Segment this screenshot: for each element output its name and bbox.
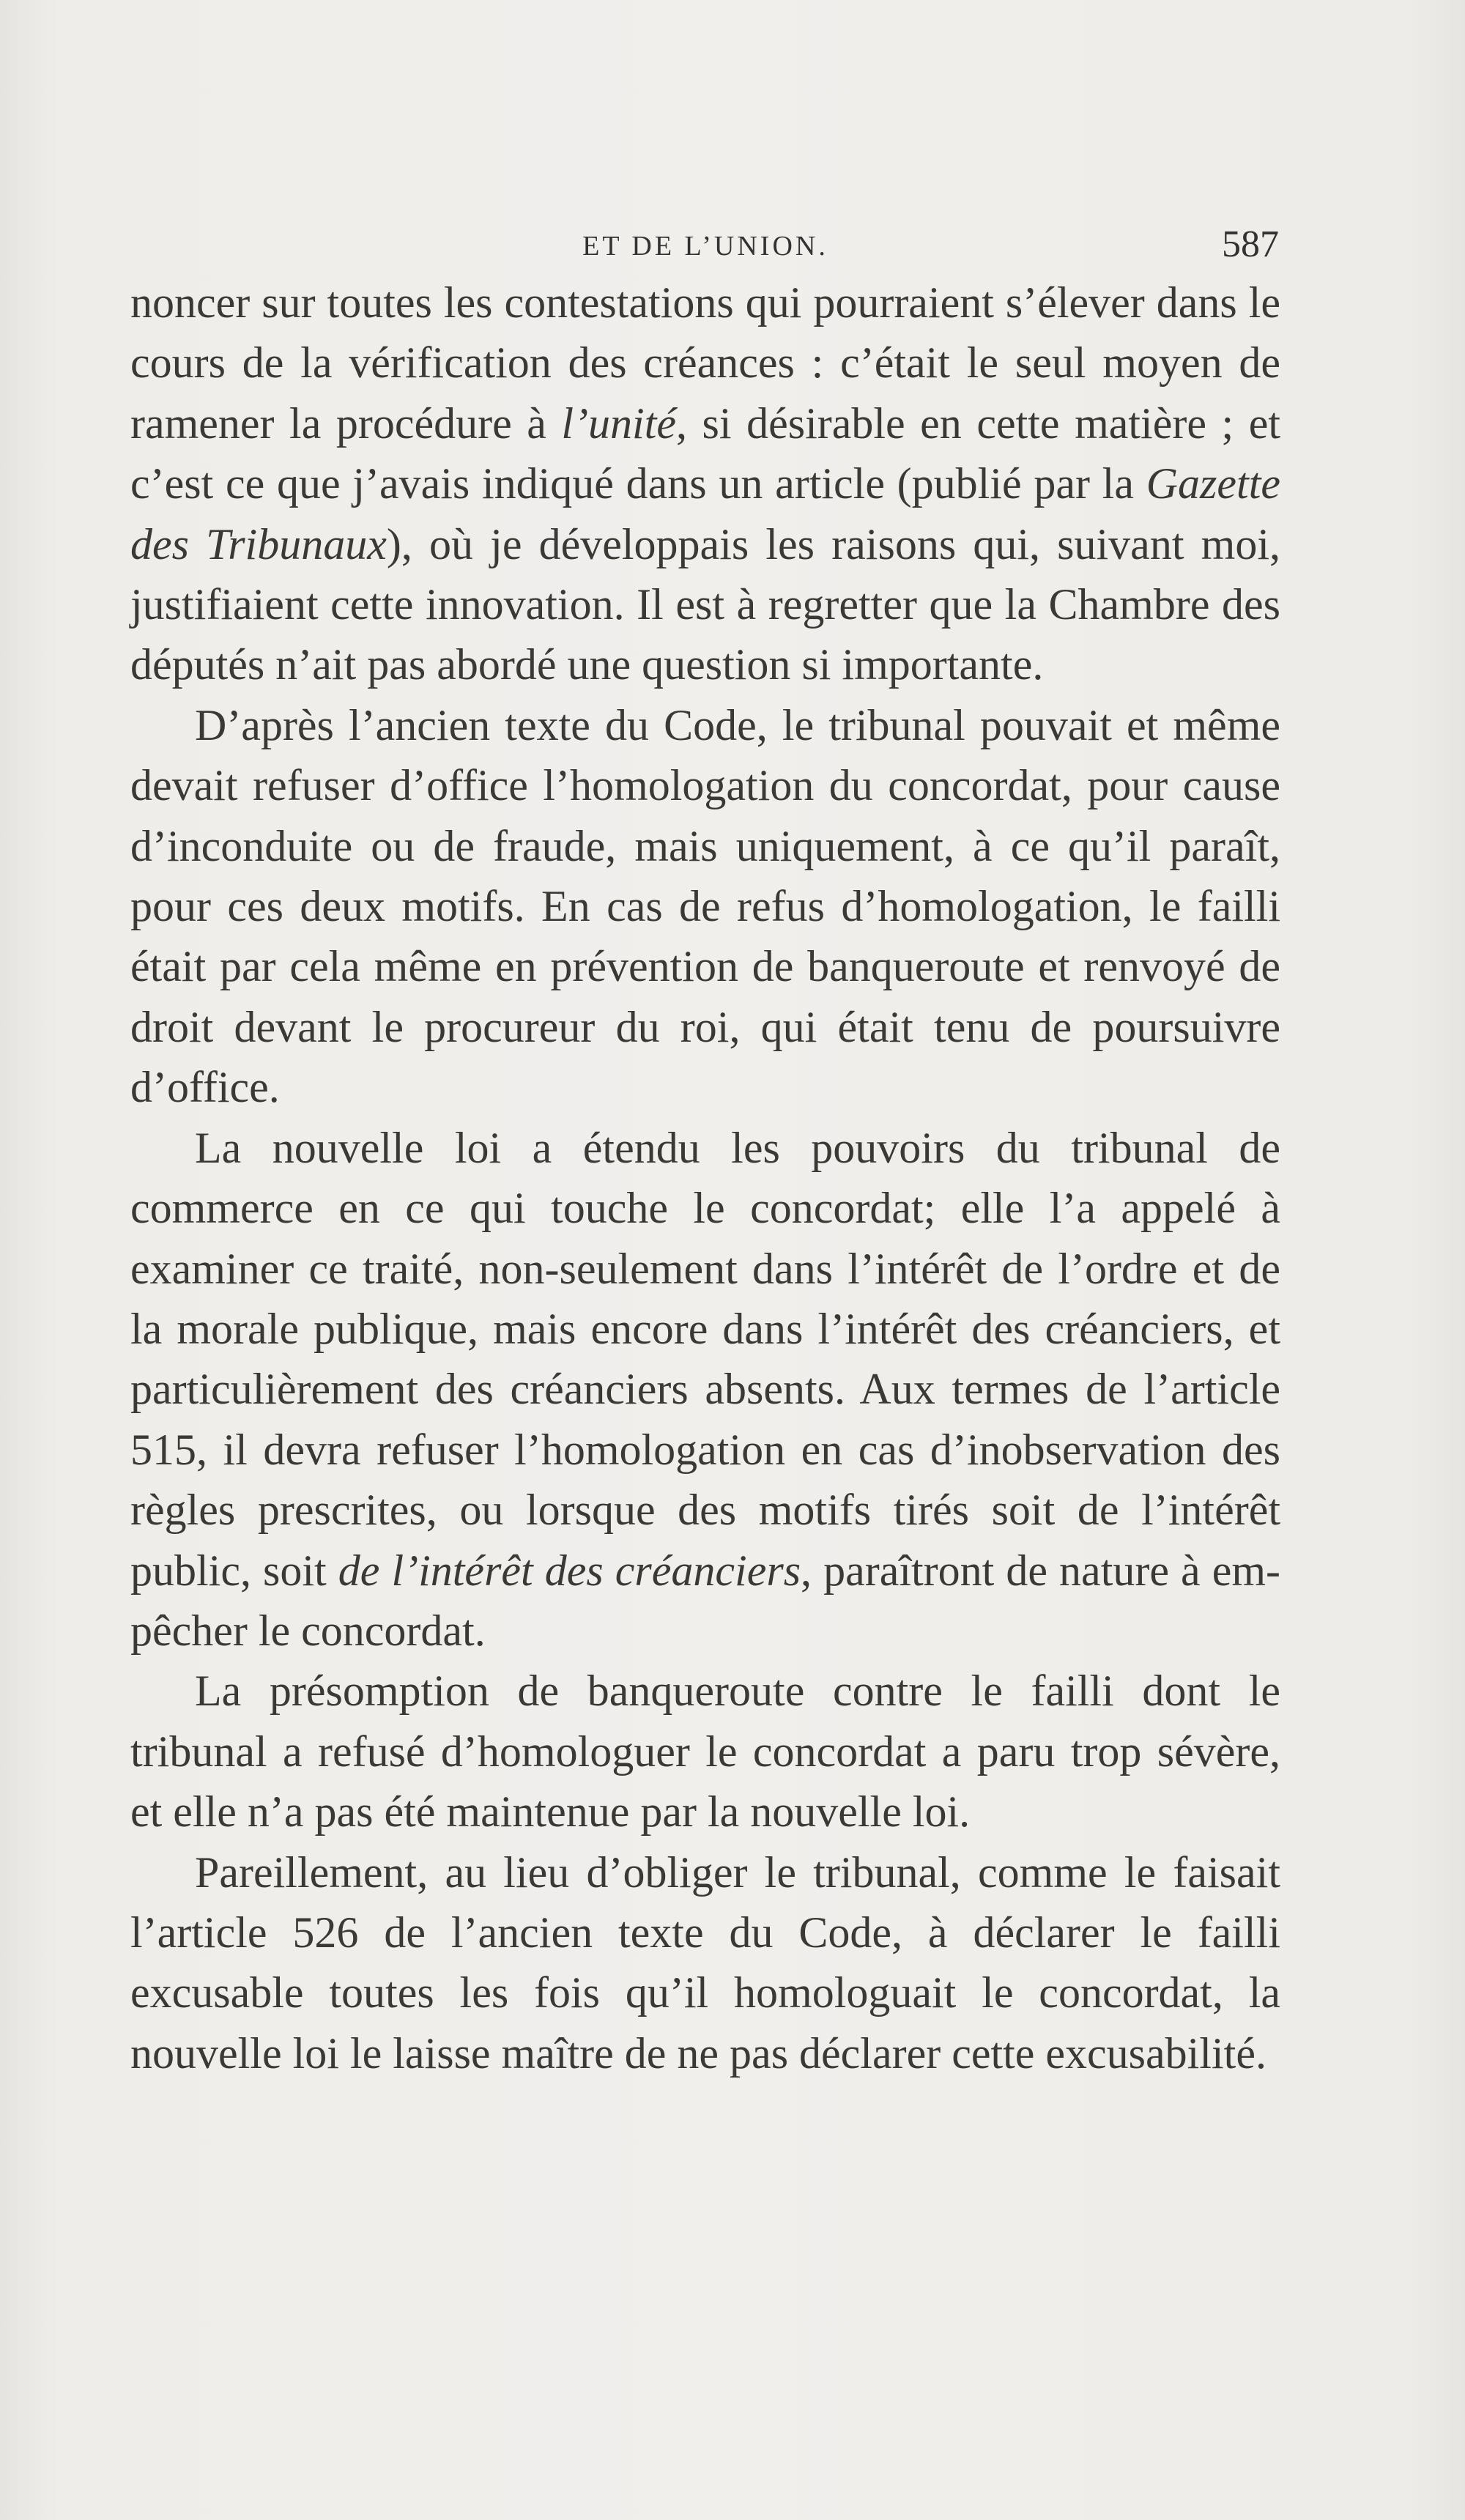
italic-phrase: de l’intérêt des créanciers: [338, 1546, 801, 1595]
paragraph-2: D’après l’ancien texte du Code, le tribunal pouvait et même devait refuser d’office l’homologation du concordat, pour cause d’inconduite ou de fraude, mais uniquement, à ce qu’il paraît, pour ces deux motifs. En cas de refus d’homologation, le failli était par cela même en prévention de banqueroute et renvoyé de droit devant le procureur du roi, qui était tenu de poursuivre d’office.: [130, 700, 1280, 1112]
paragraph-4: La présomption de banqueroute contre le failli dont le tribunal a refusé d’homologuer le concordat a paru trop sévère, et elle n’a pas été maintenue par la nouvelle loi.: [130, 1667, 1280, 1837]
italic-term: l’unité: [561, 399, 677, 448]
header-title: ET DE L’UNION.: [582, 231, 828, 262]
italic-publication-title: Gazette des Tribunaux: [130, 459, 1280, 568]
page-number: 587: [1222, 223, 1279, 265]
text-run: ), où je développais les raisons qui, suivant moi, justifiaient cette innovation. Il est à regretter que la Chambre des députés n’ait pas abordé une question si importante.: [130, 519, 1280, 689]
running-header: [130, 221, 1280, 265]
paragraph-3: [130, 1118, 1280, 1661]
paragraph-1: [130, 273, 1280, 695]
paragraph-5: Pareillement, au lieu d’obliger le tribunal, comme le faisait l’article 526 de l’ancien texte du Code, à déclarer le failli excusable toutes les fois qu’il homologuait le concordat, la nouvelle loi le laisse maître de ne pas déclarer cette excusabilité.: [130, 1848, 1280, 2078]
body-text: [130, 273, 1280, 2083]
text-run: La nouvelle loi a étendu les pouvoirs du tribunal de commerce en ce qui touche le concordat; elle l’a appelé à examiner ce traité, non-seulement dans l’intérêt de l’ordre et de la morale publique, mais encore dans l’intérêt des créanciers, et particulièrement des créanciers absents. Aux termes de l’article 515, il devra refuser l’homologation en cas d’inobservation des règles prescrites, ou lorsque des motifs tirés soit de l’intérêt public, soit: [130, 1123, 1280, 1595]
text-run: , si désirable en cette matière ; et c’est ce que j’avais indiqué dans un article (publié par la: [130, 399, 1280, 508]
text-run: , paraîtront de nature à empêcher le concordat.: [130, 1546, 1280, 1655]
text-run: noncer sur toutes les contestations qui pourraient s’élever dans le cours de la vérification des créances : c’était le seul moyen de ramener la procédure à: [130, 278, 1280, 448]
